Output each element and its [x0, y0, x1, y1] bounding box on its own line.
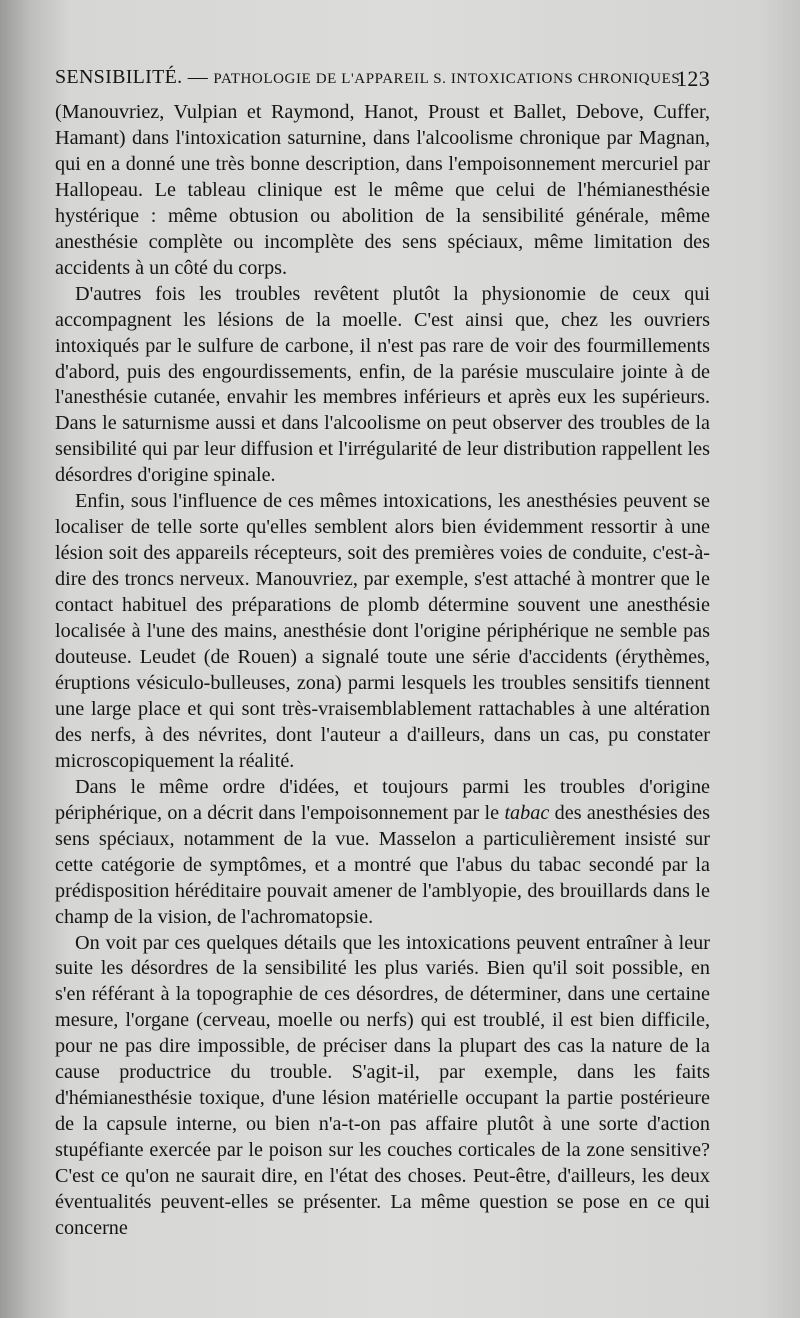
running-title: PATHOLOGIE DE L'APPAREIL S. INTOXICATIONS CHRONIQUES.: [213, 71, 685, 87]
paragraph-3: Enfin, sous l'influence de ces mêmes intoxications, les anesthésies peuvent se localiser de telle sorte qu'elles semblent alors bien évidemment ressortir à une lésion soit des appareils récepteurs, soit des premières voies de conduite, c'est-à-dire des troncs nerveux. Manouvriez, par exemple, s'est attaché à montrer que le contact habituel des préparations de plomb détermine souvent une anesthésie localisée à l'une des mains, anesthésie dont l'origine périphérique ne semble pas douteuse. Leudet (de Rouen) a signalé toute une série d'accidents (érythèmes, éruptions vésiculo-bulleuses, zona) parmi lesquels les troubles sensitifs tiennent une large place et qui sont très-vraisemblablement rattachables à une altération des nerfs, à des névrites, dont l'auteur a d'ailleurs, dans un cas, pu constater microscopiquement la réalité.: [55, 490, 710, 772]
paragraph-4-emphasis: tabac: [504, 801, 550, 824]
paragraph-4: [55, 775, 710, 931]
paragraph-4-before: Dans le même ordre d'idées, et toujours parmi les troubles d'origine périphérique, on a décrit dans l'empoisonnement par le: [55, 775, 710, 824]
paragraph-2: D'autres fois les troubles revêtent plutôt la physionomie de ceux qui accompagnent les lésions de la moelle. C'est ainsi que, chez les ouvriers intoxiqués par le sulfure de carbone, il n'est pas rare de voir des fourmillements d'abord, puis des engourdissements, enfin, de la parésie musculaire jointe à de l'anesthésie cutanée, envahir les membres inférieurs et après eux les supérieurs. Dans le saturnisme aussi et dans l'alcoolisme on peut observer des troubles de la sensibilité qui par leur diffusion et l'irrégularité de leur distribution rappellent les désordres d'origine spinale.: [55, 282, 710, 487]
header-left: [55, 66, 685, 89]
body-text: [55, 100, 710, 1242]
paragraph-5: On voit par ces quelques détails que les intoxications peuvent entraîner à leur suite les désordres de la sensibilité les plus variés. Bien qu'il soit possible, en s'en référant à la topographie de ces désordres, de déterminer, dans une certaine mesure, l'organe (cerveau, moelle ou nerfs) qui est troublé, il est bien difficile, pour ne pas dire impossible, de préciser dans la plupart des cas la nature de la cause productrice du trouble. S'agit-il, par exemple, dans les faits d'hémianesthésie toxique, d'une lésion matérielle occupant la partie postérieure de la capsule interne, ou bien n'a-t-on pas affaire plutôt à une sorte d'action stupéfiante exercée par le poison sur les couches corticales de la zone sensitive? C'est ce qu'on ne saurait dire, en l'état des choses. Peut-être, d'ailleurs, les deux éventualités peuvent-elles se présenter. La même question se pose en ce qui concerne: [55, 931, 710, 1239]
paragraph-4-after: des anesthésies des sens spéciaux, notamment de la vue. Masselon a particulièrement insisté sur cette catégorie de symptômes, et a montré que l'abus du tabac secondé par la prédisposition héréditaire pouvait amener de l'amblyopie, des brouillards dans le champ de la vision, de l'achromatopsie.: [55, 801, 710, 928]
running-header: [55, 66, 710, 94]
header-dash: —: [182, 66, 214, 88]
section-title: SENSIBILITÉ.: [55, 66, 183, 88]
page-number: 123: [676, 66, 710, 91]
paragraph-1: (Manouvriez, Vulpian et Raymond, Hanot, Proust et Ballet, Debove, Cuffer, Hamant) dans l'intoxication saturnine, dans l'alcoolisme chronique par Magnan, qui en a donné une très bonne description, dans l'empoisonnement mercuriel par Hallopeau. Le tableau clinique est le même que celui de l'hémianesthésie hystérique : même obtusion ou abolition de la sensibilité générale, même anesthésie complète ou incomplète des sens spéciaux, même limitation des accidents à un côté du corps.: [55, 101, 710, 279]
